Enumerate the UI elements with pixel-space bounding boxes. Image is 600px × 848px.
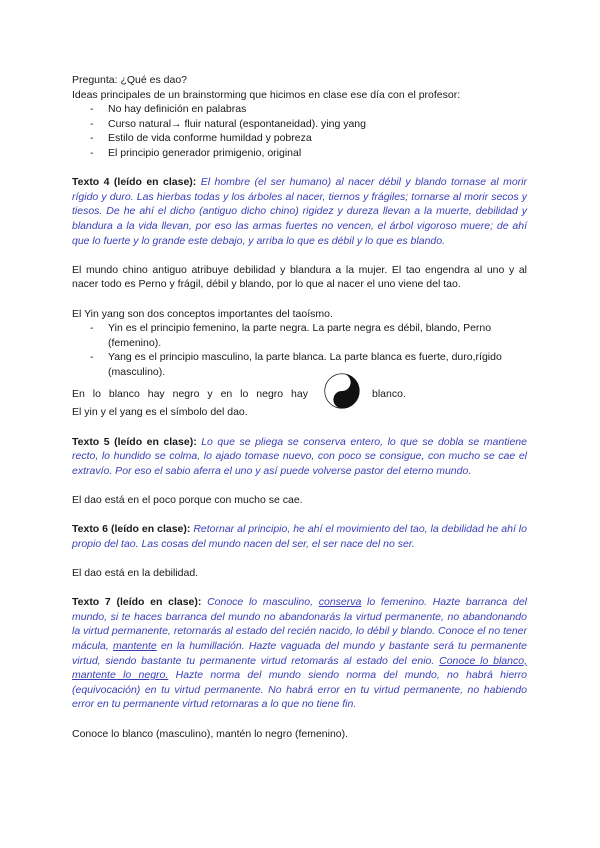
symbol-line-right: blanco. (372, 388, 406, 401)
list-item: - El principio generador primigenio, original (72, 146, 527, 161)
dao-debilidad-paragraph: El dao está en la debilidad. (72, 567, 199, 579)
texto4-quote: El hombre (el ser humano) al nacer débil y blando tornase al morir rígido y duro. Las hierbas todas y los árboles al nacer, tiernos y frágiles; tornarse al morir secos y tiesos. De he ahí el dicho (antiguo dicho chino) rigidez y dureza llevan a la muerte, debilidad y blandura a la vida llevan, por eso las armas fuertes no vencen, el árbol vigoroso muere; de ahí que lo fuerte y lo grande este debajo, y arriba lo que es débil y lo que es blando. (72, 176, 527, 247)
symbol-line-2: El yin y el yang es el símbolo del dao. (72, 406, 248, 419)
texto5-paragraph (72, 435, 527, 479)
texto6-label: Texto 6 (leído en clase): (72, 523, 191, 536)
list-item: - Curso natural→ fluir natural (espontaneidad). ying yang (72, 117, 527, 132)
texto7-quote-4: mantente (112, 639, 157, 652)
texto5-quote: Lo que se pliega se conserva entero, lo que se dobla se mantiene recto, lo hundido se colma, lo ajado tomase nuevo, con poco se consigue, con mucho se cae el extravío. Por eso el sabio aferra el uno y así puede volverse pastor del eterno mundo. (72, 435, 527, 477)
texto7-quote-3: lo femenino. Hazte barranca del mundo, si te haces barranca del mundo no abandonarás la virtud permanente, no abandonando la virtud permanente, retornarás al estado del recién nacido, lo débil y blando. Conoce el no tener mácula, (72, 596, 527, 652)
texto7-quote-7: Hazte norma del mundo siendo norma del mundo, no habrá hierro (equivocación) en tu virtud permanente. No habrá error en tu virtud permanente, no habiendo error en tu permanente virtud retornaras a lo que no tiene fin. (72, 669, 527, 711)
document-body (72, 73, 527, 741)
texto7-quote-2: conserva (318, 596, 362, 609)
texto6-quote: Retornar al principio, he ahí el movimiento del tao, la debilidad he ahí lo propio del tao. Las cosas del mundo nacen del ser, el ser nace del no ser. (72, 523, 527, 550)
texto4-paragraph (72, 175, 527, 248)
symbol-line-left: En lo blanco hay negro y en lo negro hay (72, 388, 308, 401)
dao-poco-paragraph: El dao está en el poco porque con mucho se cae. (72, 494, 303, 507)
list-item: - No hay definición en palabras (72, 102, 527, 117)
texto7-paragraph (72, 595, 527, 712)
ideas-intro: Ideas principales de un brainstorming que hicimos en clase ese día con el profesor: (72, 88, 461, 101)
yin-yang-icon (324, 373, 360, 409)
list-item: - Yin es el principio femenino, la parte negra. La parte negra es débil, blando, Perno (femenino). (72, 321, 527, 350)
texto7-quote-1: Conoce lo masculino, (207, 596, 314, 609)
texto7-quote-5: en la humillación. Hazte vaguada del mundo y bastante será tu permanente virtud, siendo bastante tu permanente virtud retomarás al estado del enio. (72, 639, 527, 667)
symbol-line (72, 383, 527, 405)
mundo-chino-paragraph: El mundo chino antiguo atribuye debilidad y blandura a la mujer. El tao engendra al uno y al nacer todo es Perno y frágil, débil y blando, por lo que al nacer el uno viene del tao. (72, 263, 527, 291)
yinyang-intro: El Yin yang son dos conceptos importantes del taoísmo. (72, 307, 333, 320)
final-paragraph: Conoce lo blanco (masculino), mantén lo negro (femenino). (72, 727, 349, 740)
texto7-quote-6: Conoce lo blanco, mantente lo negro. (72, 654, 527, 682)
ideas-list (72, 102, 527, 160)
list-item: - Yang es el principio masculino, la parte blanca. La parte blanca es fuerte, duro,rígido (masculino). (72, 350, 527, 379)
texto4-label: Texto 4 (leído en clase): (72, 176, 197, 189)
question-line: Pregunta: ¿Qué es dao? (72, 74, 187, 86)
yinyang-list (72, 321, 527, 379)
list-item: - Estilo de vida conforme humildad y pobreza (72, 131, 527, 146)
texto5-label: Texto 5 (leído en clase): (72, 435, 197, 448)
texto7-label: Texto 7 (leído en clase): (72, 596, 202, 609)
texto6-paragraph (72, 522, 527, 551)
